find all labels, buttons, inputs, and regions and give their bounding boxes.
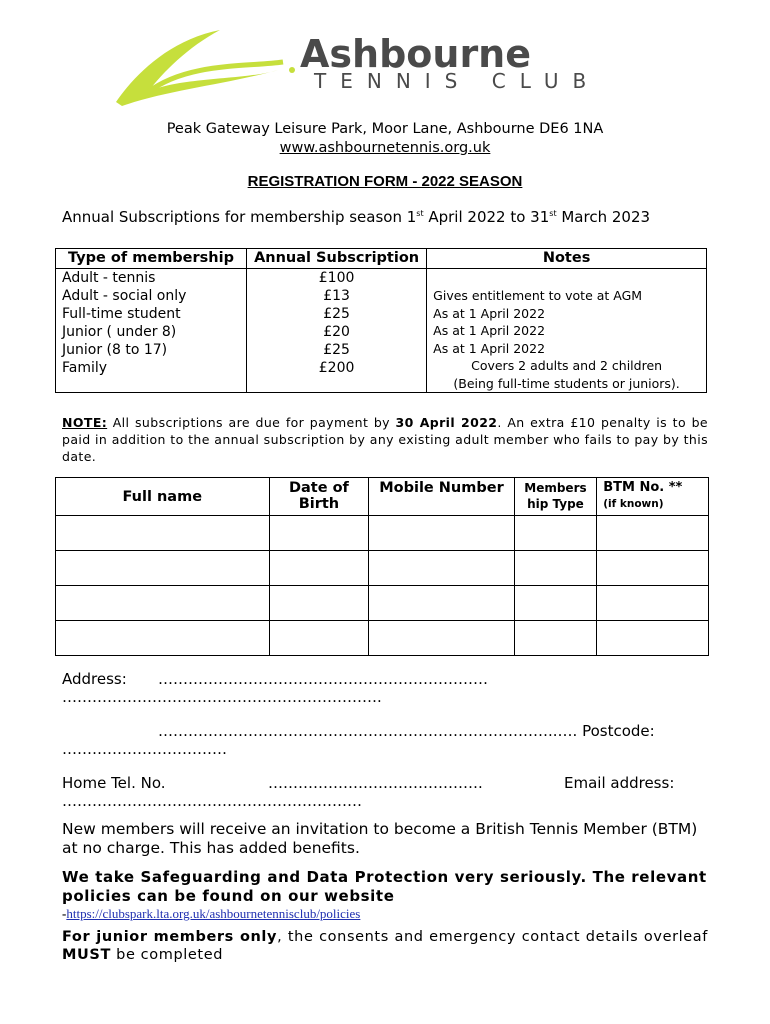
mobile-cell[interactable]	[369, 516, 514, 551]
type-header: Type of membership	[56, 249, 247, 269]
note-line: (Being full-time students or juniors).	[453, 375, 680, 391]
dob-header: Date of Birth	[269, 478, 369, 516]
membership-types	[56, 269, 247, 393]
full-name-header: Full name	[56, 478, 270, 516]
club-logo	[108, 22, 608, 107]
fee: £200	[318, 360, 355, 376]
logo-subtitle: TENNIS CLUB	[314, 69, 601, 93]
note-line: As at 1 April 2022	[433, 305, 546, 321]
season-intro: Annual Subscriptions for membership season 1st April 2022 to 31st March 2023	[62, 208, 651, 226]
note-line: Gives entitlement to vote at AGM	[433, 288, 643, 303]
note-line: As at 1 April 2022	[433, 323, 546, 338]
btm-cell[interactable]	[597, 586, 709, 621]
full-name-cell[interactable]	[56, 516, 270, 551]
membership-type: Junior ( under 8)	[62, 324, 177, 340]
registration-header-row	[56, 478, 709, 516]
membership-type-cell[interactable]	[514, 621, 597, 656]
registration-row	[56, 621, 709, 656]
full-name-cell[interactable]	[56, 621, 270, 656]
membership-notes	[427, 269, 707, 393]
address-line-3[interactable]: ……………………………………………………………………..…. Postcode:	[158, 722, 655, 740]
postcode-field[interactable]: ……………………………	[62, 740, 227, 758]
note-line: As at 1 April 2022	[433, 340, 546, 356]
subscription-header-row	[56, 249, 707, 269]
btm-cell[interactable]	[597, 551, 709, 586]
fee-header: Annual Subscription	[247, 249, 427, 269]
membership-type: Adult - tennis	[62, 270, 156, 286]
notes-header: Notes	[427, 249, 707, 269]
home-tel-field[interactable]: …………………………………….	[268, 774, 483, 792]
subscription-body-row	[56, 269, 707, 393]
home-tel-label: Home Tel. No.	[62, 774, 166, 792]
registration-row	[56, 586, 709, 621]
safeguarding-statement: We take Safeguarding and Data Protection very seriously. The relevant policies can be found on our website	[62, 868, 707, 905]
membership-type: Full-time student	[62, 306, 181, 322]
payment-note: NOTE: All subscriptions are due for payment by 30 April 2022. An extra £10 penalty is to be paid in addition to the annual subscription by any existing adult member who fails to pay by this date.	[62, 415, 708, 464]
membership-type: Adult - social only	[62, 288, 187, 304]
dob-cell[interactable]	[269, 516, 369, 551]
logo-name: Ashbourne	[300, 32, 532, 76]
fee: £25	[323, 306, 350, 322]
dob-cell[interactable]	[269, 551, 369, 586]
club-address: Peak Gateway Leisure Park, Moor Lane, Ashbourne DE6 1NA	[166, 121, 604, 137]
full-name-cell[interactable]	[56, 551, 270, 586]
email-field[interactable]: ……………………………………………………	[62, 792, 362, 810]
policies-link-line: -https://clubspark.lta.org.uk/ashbournetennisclub/policies	[62, 906, 361, 921]
email-label: Email address:	[564, 774, 675, 792]
membership-type-cell[interactable]	[514, 586, 597, 621]
address-line-1[interactable]: …………………………………………………………	[158, 670, 488, 688]
membership-type-cell[interactable]	[514, 551, 597, 586]
membership-type: Junior (8 to 17)	[62, 342, 168, 358]
address-label: Address:	[62, 670, 127, 688]
logo-swoosh	[116, 30, 278, 106]
registration-row	[56, 551, 709, 586]
dob-cell[interactable]	[269, 586, 369, 621]
membership-type-header: Members hip Type	[514, 478, 597, 516]
btm-header: BTM No. ** (if known)	[597, 478, 709, 516]
dob-cell[interactable]	[269, 621, 369, 656]
note-line: Covers 2 adults and 2 children	[471, 358, 663, 373]
btm-cell[interactable]	[597, 516, 709, 551]
address-line-2[interactable]: ……………………………………………………….	[62, 688, 382, 706]
fee: £100	[318, 270, 355, 286]
fee: £25	[323, 342, 350, 358]
fee: £20	[323, 324, 350, 340]
club-website-link[interactable]: www.ashbournetennis.org.uk	[279, 140, 491, 156]
membership-type: Family	[62, 360, 108, 376]
btm-cell[interactable]	[597, 621, 709, 656]
junior-members-note: For junior members only, the consents and emergency contact details overleaf MUST be completed	[62, 929, 708, 963]
fee: £13	[323, 288, 350, 304]
subscription-table	[55, 248, 707, 393]
full-name-cell[interactable]	[56, 586, 270, 621]
mobile-cell[interactable]	[369, 551, 514, 586]
new-members-info: New members will receive an invitation to become a British Tennis Member (BTM) at no charge. This has added benefits.	[62, 820, 698, 857]
mobile-cell[interactable]	[369, 586, 514, 621]
policies-link[interactable]: https://clubspark.lta.org.uk/ashbournetennisclub/policies	[66, 906, 361, 921]
membership-fees	[247, 269, 427, 393]
mobile-header: Mobile Number	[369, 478, 514, 516]
membership-type-cell[interactable]	[514, 516, 597, 551]
registration-table	[55, 477, 709, 656]
registration-row	[56, 516, 709, 551]
mobile-cell[interactable]	[369, 621, 514, 656]
form-title: REGISTRATION FORM - 2022 SEASON	[247, 173, 523, 190]
